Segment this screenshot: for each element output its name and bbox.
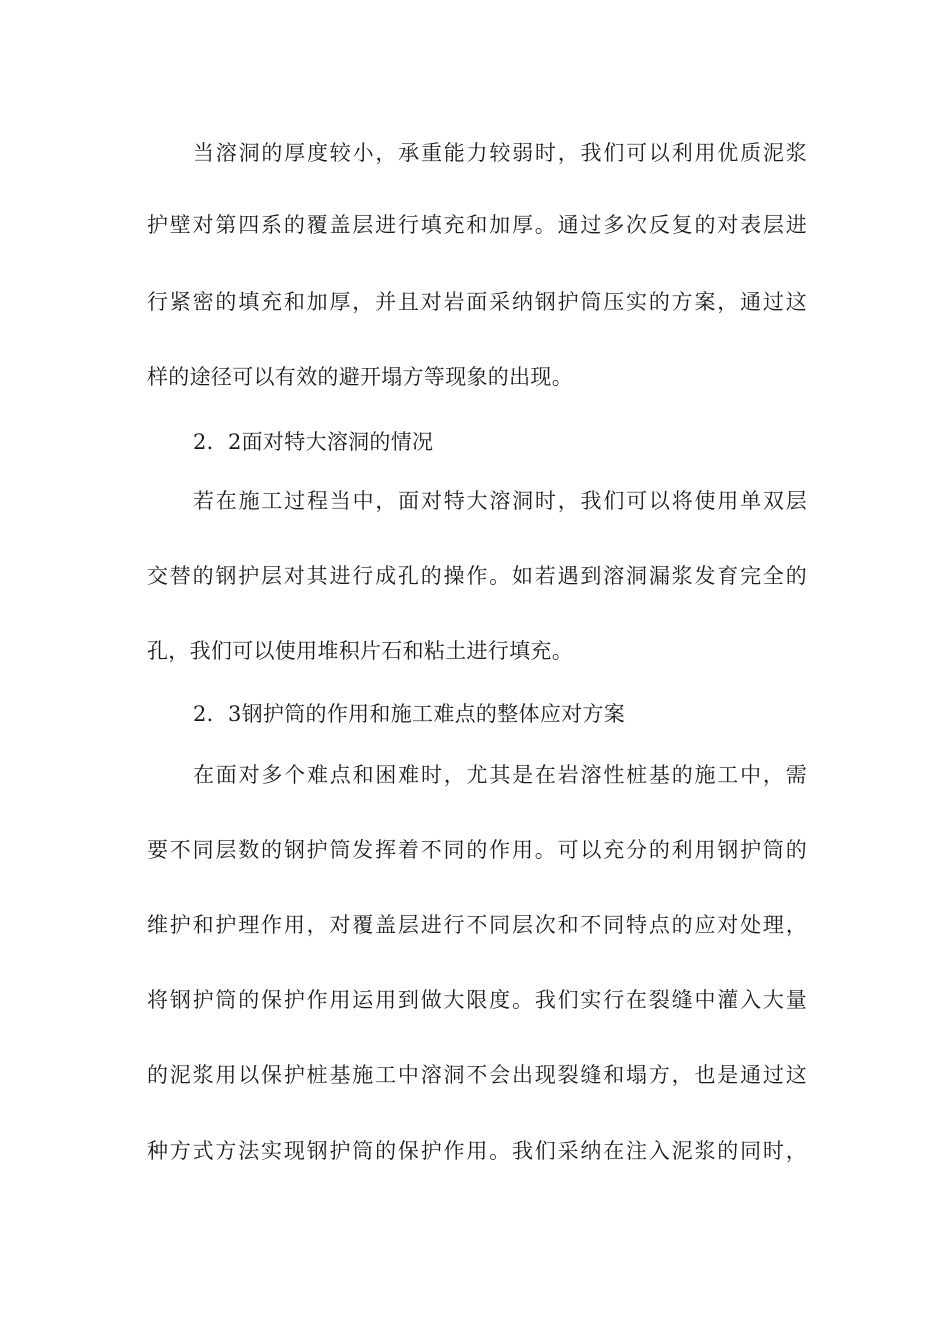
paragraph-line: 样的途径可以有效的避开塌方等现象的出现。	[147, 365, 573, 389]
paragraph-line: 将钢护筒的保护作用运用到做大限度。我们实行在裂缝中灌入大量	[147, 988, 807, 1012]
paragraph-line: 护壁对第四系的覆盖层进行填充和加厚。通过多次反复的对表层进	[147, 213, 807, 237]
paragraph-line: 种方式方法实现钢护筒的保护作用。我们采纳在注入泥浆的同时，	[147, 1139, 807, 1163]
paragraph-line: 若在施工过程当中，面对特大溶洞时，我们可以将使用单双层	[193, 489, 807, 513]
paragraph-line: 当溶洞的厚度较小，承重能力较弱时，我们可以利用优质泥浆	[193, 141, 807, 165]
paragraph-line: 在面对多个难点和困难时，尤其是在岩溶性桩基的施工中，需	[193, 763, 807, 787]
paragraph-line: 维护和护理作用，对覆盖层进行不同层次和不同特点的应对处理，	[147, 913, 807, 937]
paragraph-line: 行紧密的填充和加厚，并且对岩面采纳钢护筒压实的方案，通过这	[147, 290, 807, 314]
paragraph-line: 孔，我们可以使用堆积片石和粘土进行填充。	[147, 639, 573, 663]
section-heading: 2．2面对特大溶洞的情况	[193, 430, 434, 454]
paragraph-line: 交替的钢护层对其进行成孔的操作。如若遇到溶洞漏浆发育完全的	[147, 564, 807, 588]
section-heading: 2．3钢护筒的作用和施工难点的整体应对方案	[193, 702, 626, 726]
paragraph-line: 要不同层数的钢护筒发挥着不同的作用。可以充分的利用钢护筒的	[147, 838, 807, 862]
paragraph-line: 的泥浆用以保护桩基施工中溶洞不会出现裂缝和塌方，也是通过这	[147, 1063, 807, 1087]
